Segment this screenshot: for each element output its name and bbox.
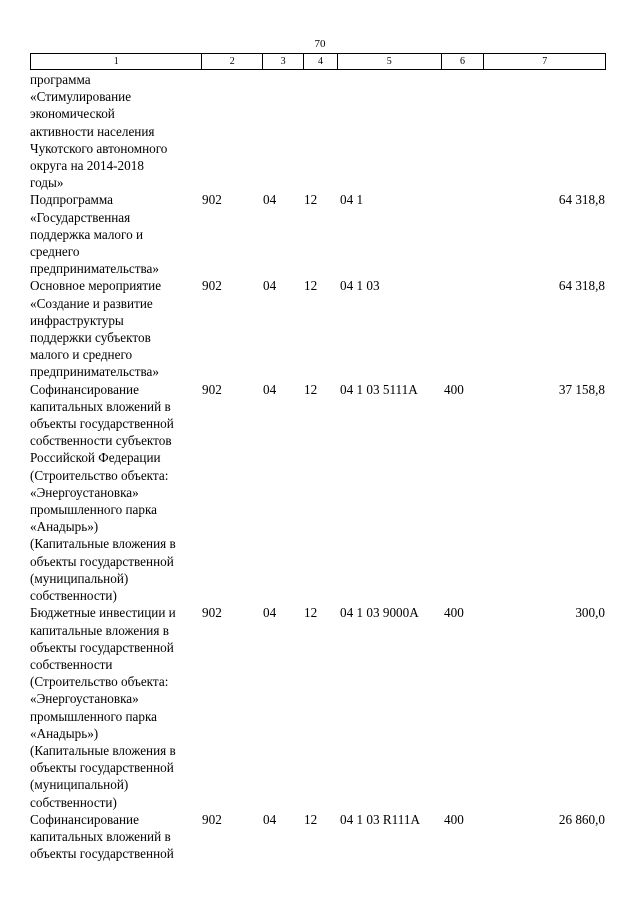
row-ved: 902 <box>202 278 222 294</box>
row-rz: 04 <box>263 811 277 827</box>
table-row <box>30 71 606 191</box>
row-vr: 400 <box>444 811 464 827</box>
row-pr: 12 <box>304 278 318 294</box>
row-name: Бюджетные инвестиции и капитальные вложения в объекты государственной собственности (Строительство объекта: «Энергоустановка» промышленного парка «Анадырь») (Капитальные вложения в объекты государственной (муниципальной) собственности) <box>30 605 176 810</box>
row-rz: 04 <box>263 381 277 397</box>
row-pr: 12 <box>304 605 318 621</box>
row-rz: 04 <box>263 605 277 621</box>
row-ved <box>202 71 263 191</box>
row-vr <box>442 277 485 380</box>
row-amount: 64 318,8 <box>558 278 605 294</box>
row-pr <box>304 71 338 191</box>
table-row <box>30 381 606 605</box>
row-ved: 902 <box>202 192 222 208</box>
row-csr: 04 1 03 R111А <box>340 811 420 827</box>
header-col-2: 2 <box>202 54 263 69</box>
row-ved: 902 <box>202 381 222 397</box>
table-row <box>30 191 606 277</box>
page-number: 70 <box>314 38 326 50</box>
row-csr: 04 1 03 5111А <box>340 381 418 397</box>
table-row <box>30 811 606 863</box>
table-header <box>30 53 606 70</box>
row-rz: 04 <box>263 192 277 208</box>
row-amount: 26 860,0 <box>558 811 605 827</box>
row-vr: 400 <box>444 605 464 621</box>
row-pr: 12 <box>304 381 318 397</box>
header-col-3: 3 <box>263 54 304 69</box>
row-name: программа «Стимулирование экономической активности населения Чукотского автономного округа на 2014-2018 годы» <box>30 72 168 191</box>
row-csr: 04 1 03 9000А <box>340 605 419 621</box>
row-csr: 04 1 03 <box>340 278 380 294</box>
row-name: Софинансирование капитальных вложений в объекты государственной <box>30 811 174 862</box>
header-col-6: 6 <box>442 54 485 69</box>
table-row <box>30 277 606 380</box>
row-rz <box>263 71 304 191</box>
header-col-4: 4 <box>304 54 338 69</box>
row-name: Софинансирование капитальных вложений в объекты государственной собственности субъектов Российской Федерации (Строительство объекта: «Энергоустановка» промышленного парка «Анадырь») (Капитальные вложения в объекты государственной (муниципальной) собственности) <box>30 381 176 604</box>
row-amount <box>485 71 606 191</box>
row-amount: 300,0 <box>575 605 605 621</box>
table-row <box>30 604 606 810</box>
header-col-5: 5 <box>338 54 442 69</box>
header-col-1: 1 <box>31 54 202 69</box>
row-amount: 64 318,8 <box>558 192 605 208</box>
row-name: Подпрограмма «Государственная поддержка малого и среднего предпринимательства» <box>30 192 159 277</box>
row-ved: 902 <box>202 605 222 621</box>
row-amount: 37 158,8 <box>558 381 605 397</box>
row-ved: 902 <box>202 811 222 827</box>
row-csr: 04 1 <box>340 192 364 208</box>
table-body <box>30 71 606 862</box>
row-rz: 04 <box>263 278 277 294</box>
header-col-7: 7 <box>542 56 548 67</box>
row-vr <box>442 191 485 277</box>
row-name: Основное мероприятие «Создание и развитие инфраструктуры поддержки субъектов малого и среднего предпринимательства» <box>30 278 162 380</box>
row-csr <box>338 71 442 191</box>
row-vr: 400 <box>444 381 464 397</box>
row-pr: 12 <box>304 192 318 208</box>
row-vr <box>442 71 485 191</box>
row-pr: 12 <box>304 811 318 827</box>
